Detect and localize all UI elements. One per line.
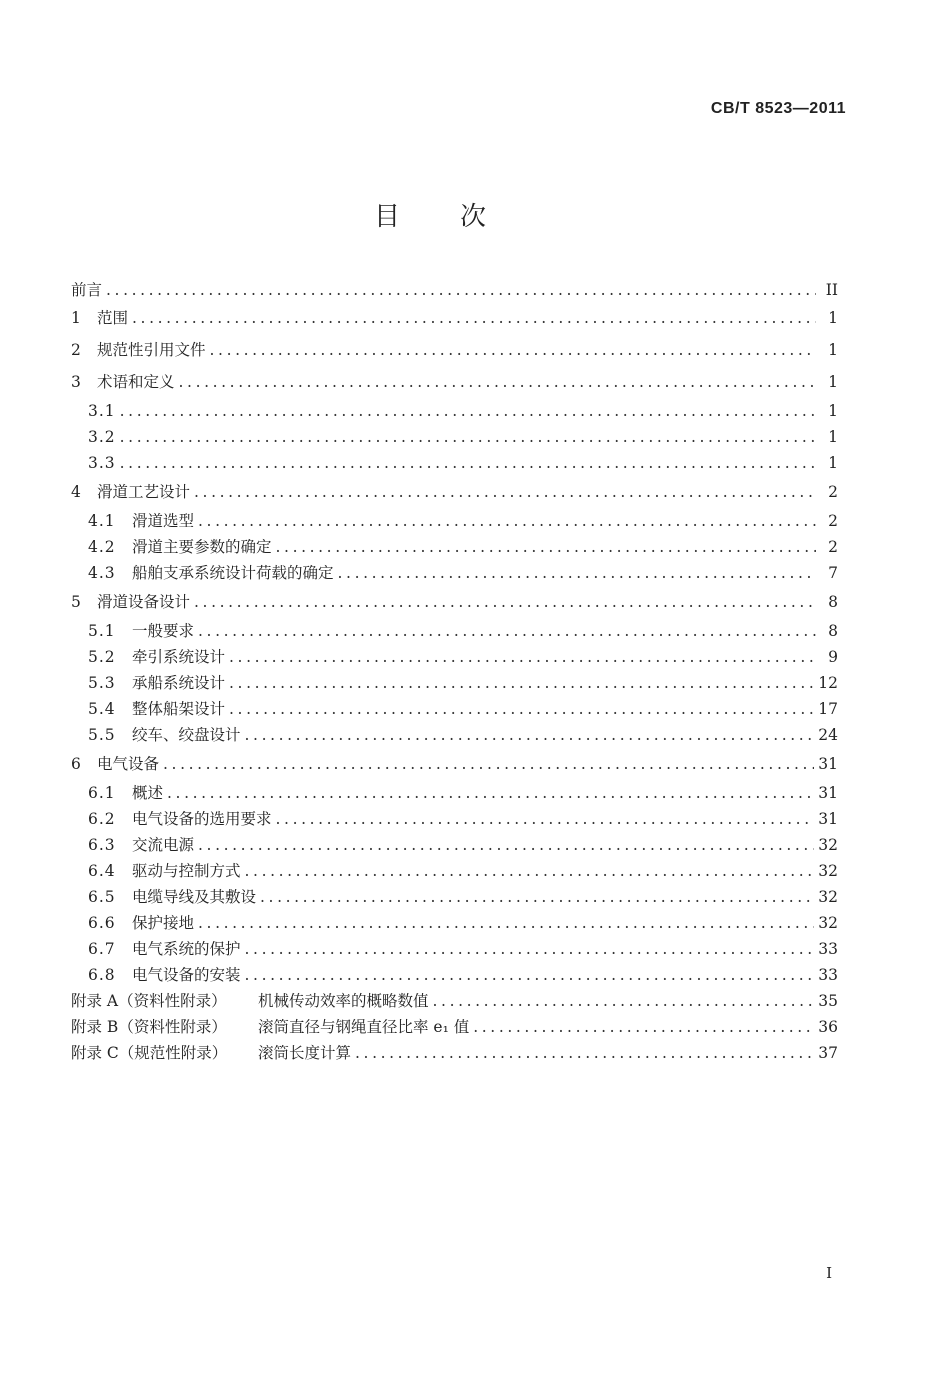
toc-entry-title: 概述 (132, 784, 164, 802)
toc-entry-page: 1 (828, 428, 838, 446)
toc-entry-page: 36 (818, 1018, 838, 1036)
dot-leader (194, 586, 816, 618)
table-of-contents (71, 278, 838, 1066)
toc-entry[interactable] (71, 302, 838, 334)
dot-leader (245, 962, 815, 988)
toc-entry-title: 整体船架设计 (132, 700, 226, 718)
toc-entry-title: 交流电源 (132, 836, 195, 854)
toc-entry[interactable] (71, 832, 838, 858)
page-number: I (826, 1264, 832, 1282)
toc-entry-number: 3 (71, 373, 81, 391)
toc-entry-number: 5.4 (88, 700, 116, 718)
toc-entry[interactable] (71, 858, 838, 884)
toc-entry-number: 6.5 (88, 888, 116, 906)
dot-leader (198, 618, 816, 644)
toc-entry-number: 5.5 (88, 726, 116, 744)
toc-entry-title: 一般要求 (132, 622, 195, 640)
toc-entry-title: 电气设备的选用要求 (132, 810, 272, 828)
toc-entry-number: 6 (71, 755, 81, 773)
toc-entry-title: 船舶支承系统设计荷载的确定 (132, 564, 334, 582)
toc-entry-page: 17 (818, 700, 838, 718)
toc-entry-page: 37 (818, 1044, 838, 1062)
toc-entry-page: 8 (828, 593, 838, 611)
toc-entry[interactable] (71, 586, 838, 618)
toc-entry-page: 32 (818, 862, 838, 880)
toc-entry-number: 6.3 (88, 836, 116, 854)
toc-entry-title: 前言 (71, 281, 103, 299)
dot-leader (338, 560, 816, 586)
toc-entry-title: 滑道选型 (132, 512, 195, 530)
toc-entry[interactable] (71, 424, 838, 450)
toc-entry[interactable] (71, 334, 838, 366)
toc-entry-title: 电气设备 (97, 755, 160, 773)
toc-entry-number: 6.1 (88, 784, 116, 802)
toc-entry[interactable] (71, 278, 838, 302)
toc-entry-page: 31 (818, 784, 838, 802)
toc-entry-number: 3.1 (88, 402, 116, 420)
dot-leader (132, 302, 816, 334)
toc-entry[interactable] (71, 508, 838, 534)
toc-entry[interactable] (71, 450, 838, 476)
toc-entry-page: 2 (828, 512, 838, 530)
dot-leader (229, 696, 814, 722)
toc-entry[interactable] (71, 962, 838, 988)
toc-entry-title: 规范性引用文件 (97, 341, 206, 359)
dot-leader (210, 334, 816, 366)
dot-leader (194, 476, 816, 508)
toc-entry[interactable] (71, 476, 838, 508)
toc-entry[interactable] (71, 366, 838, 398)
toc-entry-title: 范围 (97, 309, 129, 327)
toc-entry-number: 3.3 (88, 454, 116, 472)
toc-entry-page: 31 (818, 810, 838, 828)
toc-entry-page: 32 (818, 914, 838, 932)
toc-entry-page: 12 (818, 674, 838, 692)
toc-entry-number: 5.2 (88, 648, 116, 666)
toc-entry[interactable] (71, 806, 838, 832)
toc-entry-page: 33 (818, 966, 838, 984)
toc-entry-title: 术语和定义 (97, 373, 175, 391)
toc-entry[interactable] (71, 910, 838, 936)
toc-entry-number: 6.8 (88, 966, 116, 984)
toc-entry-title: 绞车、绞盘设计 (132, 726, 241, 744)
dot-leader (245, 858, 815, 884)
toc-entry[interactable] (71, 696, 838, 722)
toc-entry[interactable] (71, 670, 838, 696)
toc-entry-page: II (825, 281, 838, 299)
toc-entry-number: 5.1 (88, 622, 116, 640)
toc-entry-title: 驱动与控制方式 (132, 862, 241, 880)
dot-leader (167, 780, 814, 806)
toc-entry-page: 35 (818, 992, 838, 1010)
toc-entry[interactable] (71, 722, 838, 748)
toc-entry-title: 滑道工艺设计 (97, 483, 191, 501)
toc-entry-page: 1 (828, 454, 838, 472)
toc-entry-title: 保护接地 (132, 914, 195, 932)
dot-leader (198, 508, 816, 534)
toc-entry-number: 4.1 (88, 512, 116, 530)
toc-entry[interactable] (71, 936, 838, 962)
dot-leader (355, 1040, 814, 1066)
toc-entry[interactable] (71, 618, 838, 644)
dot-leader (120, 398, 816, 424)
toc-entry[interactable] (71, 398, 838, 424)
toc-entry-title: 滚筒直径与钢绳直径比率 e₁ 值 (258, 1018, 470, 1036)
dot-leader (276, 806, 815, 832)
toc-entry-title: 牵引系统设计 (132, 648, 226, 666)
toc-entry-page: 33 (818, 940, 838, 958)
standard-code: CB/T 8523—2011 (710, 100, 846, 117)
dot-leader (120, 424, 816, 450)
toc-entry-title: 电气设备的安装 (132, 966, 241, 984)
toc-entry-number: 6.4 (88, 862, 116, 880)
toc-entry-title: 机械传动效率的概略数值 (258, 992, 429, 1010)
toc-entry[interactable] (71, 1014, 838, 1040)
toc-entry[interactable] (71, 1040, 838, 1066)
toc-entry-page: 1 (828, 341, 838, 359)
toc-entry-page: 9 (828, 648, 838, 666)
toc-entry-number: 6.2 (88, 810, 116, 828)
toc-entry-number: 4 (71, 483, 81, 501)
toc-entry-title: 滑道主要参数的确定 (132, 538, 272, 556)
toc-entry-title: 电气系统的保护 (132, 940, 241, 958)
toc-entry[interactable] (71, 560, 838, 586)
toc-entry-number: 附录 C（规范性附录） (71, 1044, 228, 1062)
dot-leader (179, 366, 816, 398)
dot-leader (163, 748, 814, 780)
dot-leader (473, 1014, 814, 1040)
toc-entry-number: 3.2 (88, 428, 116, 446)
dot-leader (198, 832, 814, 858)
toc-entry-number: 附录 B（资料性附录） (71, 1018, 227, 1036)
toc-entry-page: 7 (828, 564, 838, 582)
toc-entry-title: 承船系统设计 (132, 674, 226, 692)
toc-entry-page: 24 (818, 726, 838, 744)
toc-entry-number: 4.3 (88, 564, 116, 582)
toc-entry-page: 2 (828, 538, 838, 556)
toc-entry-page: 8 (828, 622, 838, 640)
toc-entry[interactable] (71, 748, 838, 780)
toc-entry-number: 5 (71, 593, 81, 611)
dot-leader (229, 644, 816, 670)
toc-entry-page: 1 (828, 402, 838, 420)
dot-leader (276, 534, 816, 560)
toc-entry-number: 4.2 (88, 538, 116, 556)
toc-entry-number: 附录 A（资料性附录） (71, 992, 227, 1010)
toc-entry-number: 5.3 (88, 674, 116, 692)
toc-entry-page: 1 (828, 373, 838, 391)
toc-entry-title: 电缆导线及其敷设 (132, 888, 257, 906)
toc-entry-page: 32 (818, 888, 838, 906)
toc-entry[interactable] (71, 644, 838, 670)
toc-entry-title: 滚筒长度计算 (258, 1044, 352, 1062)
dot-leader (120, 450, 816, 476)
dot-leader (198, 910, 814, 936)
dot-leader (245, 722, 815, 748)
dot-leader (106, 278, 816, 302)
toc-entry-page: 1 (828, 309, 838, 327)
toc-entry-title: 滑道设备设计 (97, 593, 191, 611)
toc-entry-page: 2 (828, 483, 838, 501)
toc-entry[interactable] (71, 988, 838, 1014)
toc-entry-page: 32 (818, 836, 838, 854)
toc-entry[interactable] (71, 534, 838, 560)
toc-entry-page: 31 (818, 755, 838, 773)
dot-leader (433, 988, 815, 1014)
toc-entry-number: 1 (71, 309, 81, 327)
toc-entry-number: 6.6 (88, 914, 116, 932)
toc-entry[interactable] (71, 780, 838, 806)
page-title: 目次 (373, 202, 546, 232)
dot-leader (260, 884, 814, 910)
toc-entry[interactable] (71, 884, 838, 910)
dot-leader (245, 936, 815, 962)
toc-entry-number: 2 (71, 341, 81, 359)
dot-leader (229, 670, 814, 696)
toc-entry-number: 6.7 (88, 940, 116, 958)
